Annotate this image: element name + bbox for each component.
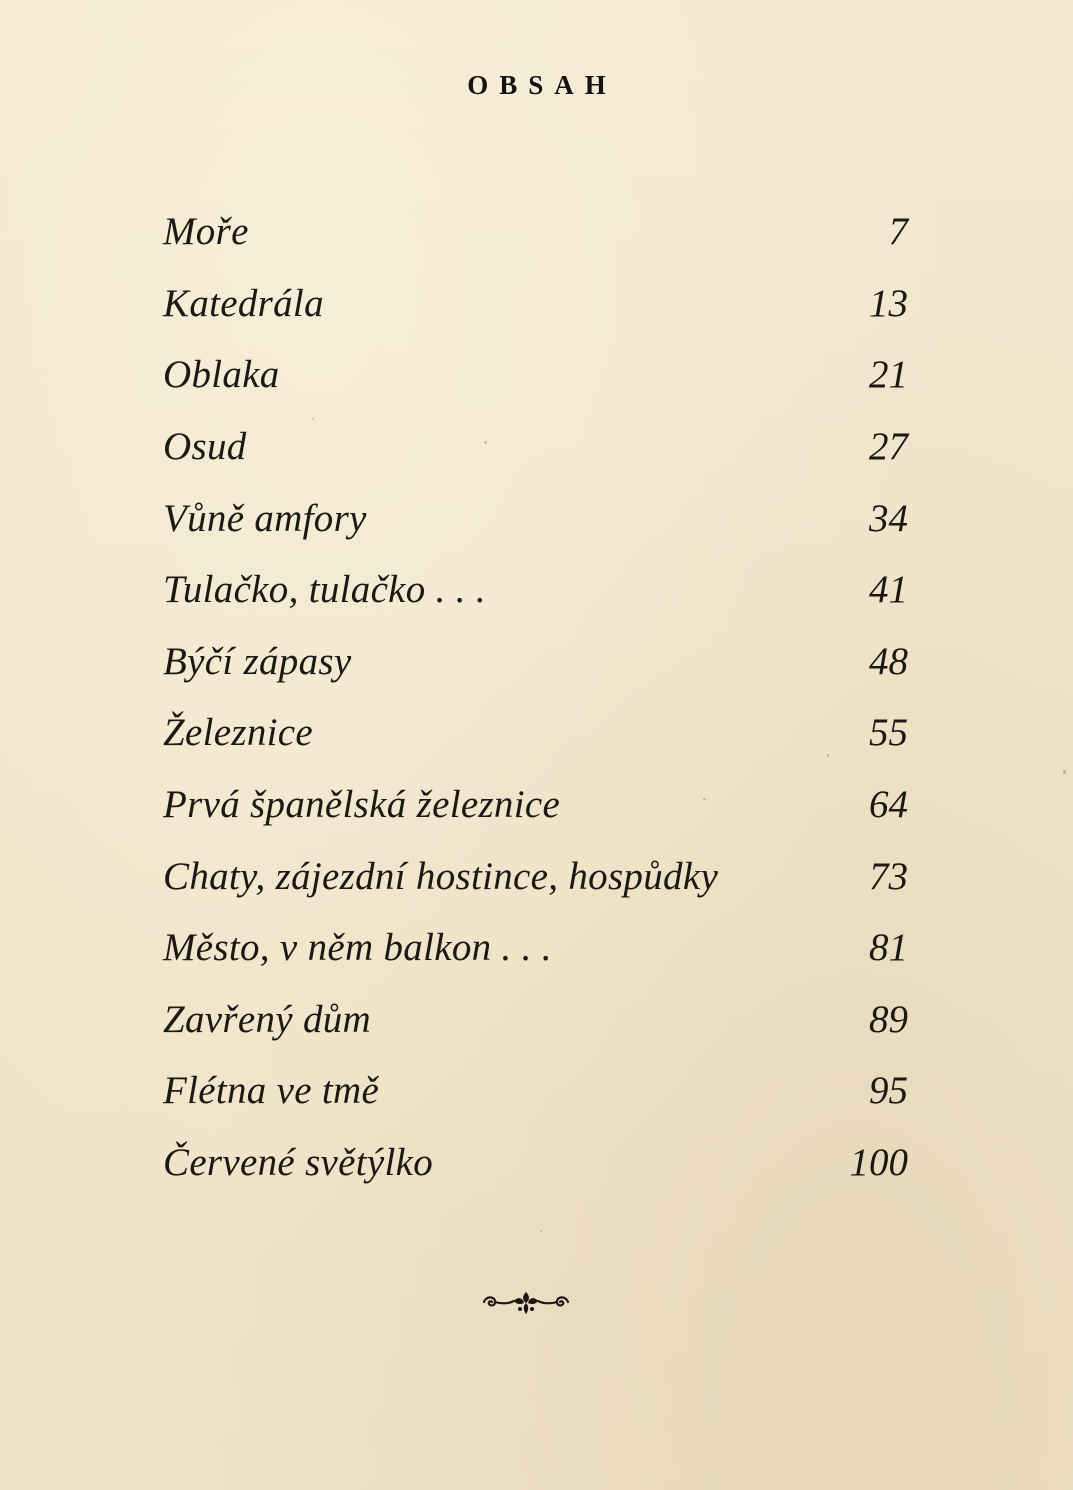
toc-entry-page: 95 [869,1069,908,1113]
toc-entry-page: 21 [869,353,908,397]
toc-entry-title: Osud [163,425,247,469]
toc-entry [163,626,908,698]
page-title: OBSAH [467,70,617,100]
toc-entry [163,268,908,340]
toc-entry [163,554,908,626]
toc-entry-page: 7 [888,210,908,254]
toc-entry-page: 34 [869,496,908,540]
toc-entry-title: Vůně amfory [163,496,367,540]
toc-entry-title: Moře [163,210,249,254]
toc-entry-page: 27 [869,425,908,469]
toc-entry [163,482,908,554]
toc-entry [163,339,908,411]
toc-entry-page: 41 [869,568,908,612]
toc-entry-title: Červené světýlko [163,1141,434,1185]
toc-entry-page: 100 [849,1141,908,1185]
toc-entry-title: Oblaka [163,353,280,397]
toc-entry [163,769,908,841]
toc-entry [163,697,908,769]
paper-speck [540,1230,542,1232]
toc-entry-title: Zavřený dům [163,997,372,1041]
toc-entry-page: 48 [869,639,908,683]
toc-entry-title: Železnice [163,711,313,755]
toc-entry-page: 81 [869,926,908,970]
toc-entry-title: Tulačko, tulačko . . . [163,568,486,612]
table-of-contents [163,196,908,1198]
toc-entry-page: 64 [869,783,908,827]
floral-vignette-icon [476,1282,576,1322]
toc-entry [163,912,908,984]
toc-entry-title: Město, v něm balkon . . . [163,926,552,970]
toc-entry [163,1127,908,1199]
paper-speck [1063,770,1066,774]
toc-entry-title: Chaty, zájezdní hostince, hospůdky [163,854,719,898]
toc-entry [163,984,908,1056]
toc-entry-title: Flétna ve tmě [163,1069,380,1113]
toc-entry-title: Prvá španělská železnice [163,783,561,827]
toc-entry-page: 73 [869,854,908,898]
toc-entry-page: 89 [869,997,908,1041]
toc-entry [163,840,908,912]
toc-entry-page: 13 [869,281,908,325]
toc-entry-title: Býčí zápasy [163,639,352,683]
toc-entry [163,196,908,268]
toc-entry [163,1055,908,1127]
toc-entry-title: Katedrála [163,281,324,325]
toc-entry-page: 55 [869,711,908,755]
toc-entry [163,411,908,483]
